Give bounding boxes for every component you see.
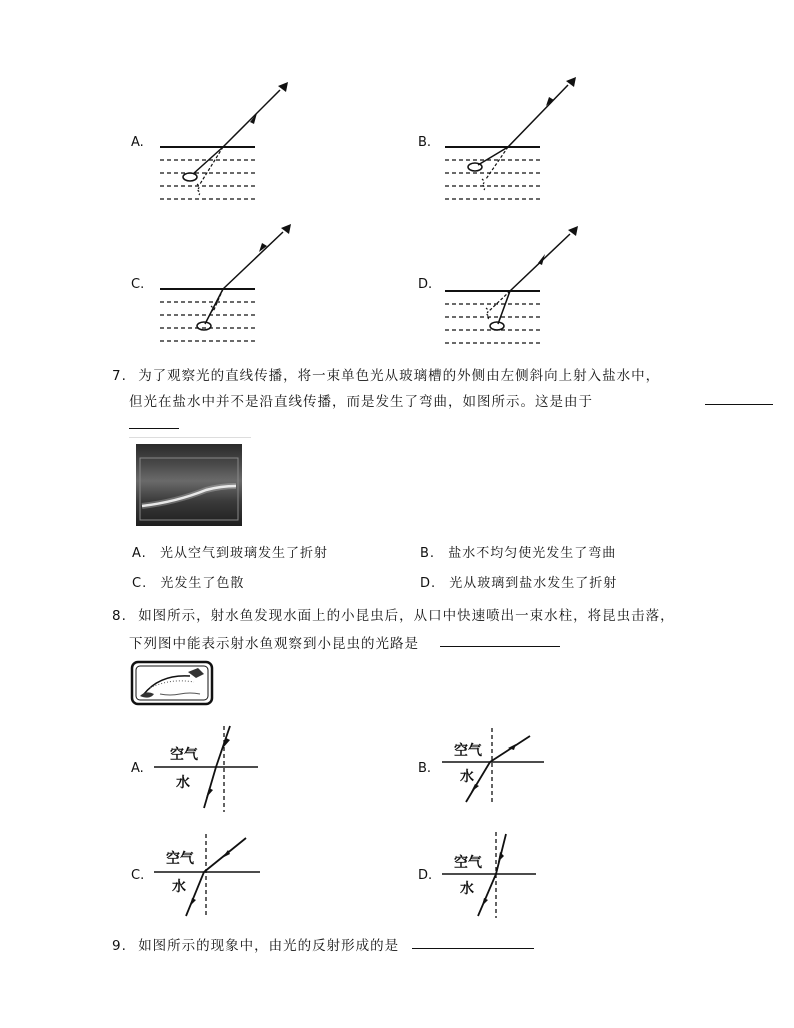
q7-stem-line1 [112, 364, 660, 384]
q8-option-b-label: B. [418, 761, 432, 776]
q7-choice-b[interactable] [420, 542, 616, 561]
q7-choice-c[interactable] [132, 572, 244, 591]
q7-number: 7. [112, 368, 127, 384]
q8-diagram-a[interactable] [152, 722, 262, 814]
q8-a-air-label: 空气 [170, 747, 198, 763]
q7-choice-d-text: 光从玻璃到盐水发生了折射 [449, 576, 618, 591]
q8-option-c-label: C. [131, 868, 145, 883]
q8-b-water-label: 水 [460, 769, 474, 785]
q8-d-air-label: 空气 [454, 855, 482, 871]
q7-choice-d-letter: D. [420, 576, 437, 591]
q8-a-water-label: 水 [176, 775, 190, 791]
q9-number: 9. [112, 938, 127, 954]
q9-answer-blank[interactable] [412, 934, 534, 949]
q8-d-water-label: 水 [460, 881, 474, 897]
q7-text-line1: 为了观察光的直线传播，将一束单色光从玻璃槽的外侧由左侧斜向上射入盐水中， [138, 368, 661, 384]
q6-diagram-d[interactable] [440, 222, 590, 347]
q7-choice-b-letter: B. [420, 546, 436, 561]
q8-text-line2: 下列图中能表示射水鱼观察到小昆虫的光路是 [129, 636, 419, 652]
q6-option-b-label: B. [418, 135, 432, 150]
q6-option-d-label: D. [418, 277, 433, 292]
archer-fish-sketch [130, 660, 216, 708]
q8-diagram-c[interactable] [152, 832, 264, 920]
q8-stem-line1 [112, 604, 675, 624]
divider [129, 437, 251, 438]
q8-text-line1: 如图所示，射水鱼发现水面上的小昆虫后，从口中快速喷出一束水柱，将昆虫击落， [138, 608, 675, 624]
q6-diagram-a[interactable] [155, 80, 295, 205]
q7-stem-line2 [129, 390, 593, 410]
q6-diagram-b[interactable] [440, 75, 590, 200]
q7-answer-blank-1[interactable] [705, 390, 773, 405]
glass-tank-photo [136, 444, 242, 526]
q9-text-line1: 如图所示的现象中，由光的反射形成的是 [138, 938, 400, 954]
q8-b-air-label: 空气 [454, 743, 482, 759]
q7-choice-c-letter: C. [132, 576, 148, 591]
q6-option-c-label: C. [131, 277, 145, 292]
q7-choice-c-text: 光发生了色散 [160, 576, 245, 591]
q7-choice-a[interactable] [132, 542, 328, 561]
q8-option-d-label: D. [418, 868, 433, 883]
q8-stem-line2 [129, 632, 419, 652]
q7-choice-d[interactable] [420, 572, 617, 591]
q7-answer-blank-2[interactable] [129, 414, 179, 429]
q9-stem-line1 [112, 934, 399, 954]
q8-c-water-label: 水 [172, 879, 186, 895]
q7-text-line2: 但光在盐水中并不是沿直线传播，而是发生了弯曲，如图所示。这是由于 [129, 394, 593, 410]
q6-diagram-c[interactable] [155, 222, 295, 347]
q8-option-a-label: A. [131, 761, 144, 776]
q8-c-air-label: 空气 [166, 851, 194, 867]
q6-option-a-label: A. [131, 135, 144, 150]
q8-diagram-d[interactable] [440, 830, 540, 920]
q7-choice-a-letter: A. [132, 546, 147, 561]
q8-diagram-b[interactable] [440, 726, 550, 806]
q8-number: 8. [112, 608, 127, 624]
q7-choice-a-text: 光从空气到玻璃发生了折射 [159, 546, 328, 561]
q7-choice-b-text: 盐水不均匀使光发生了弯曲 [448, 546, 617, 561]
q8-answer-blank[interactable] [440, 632, 560, 647]
